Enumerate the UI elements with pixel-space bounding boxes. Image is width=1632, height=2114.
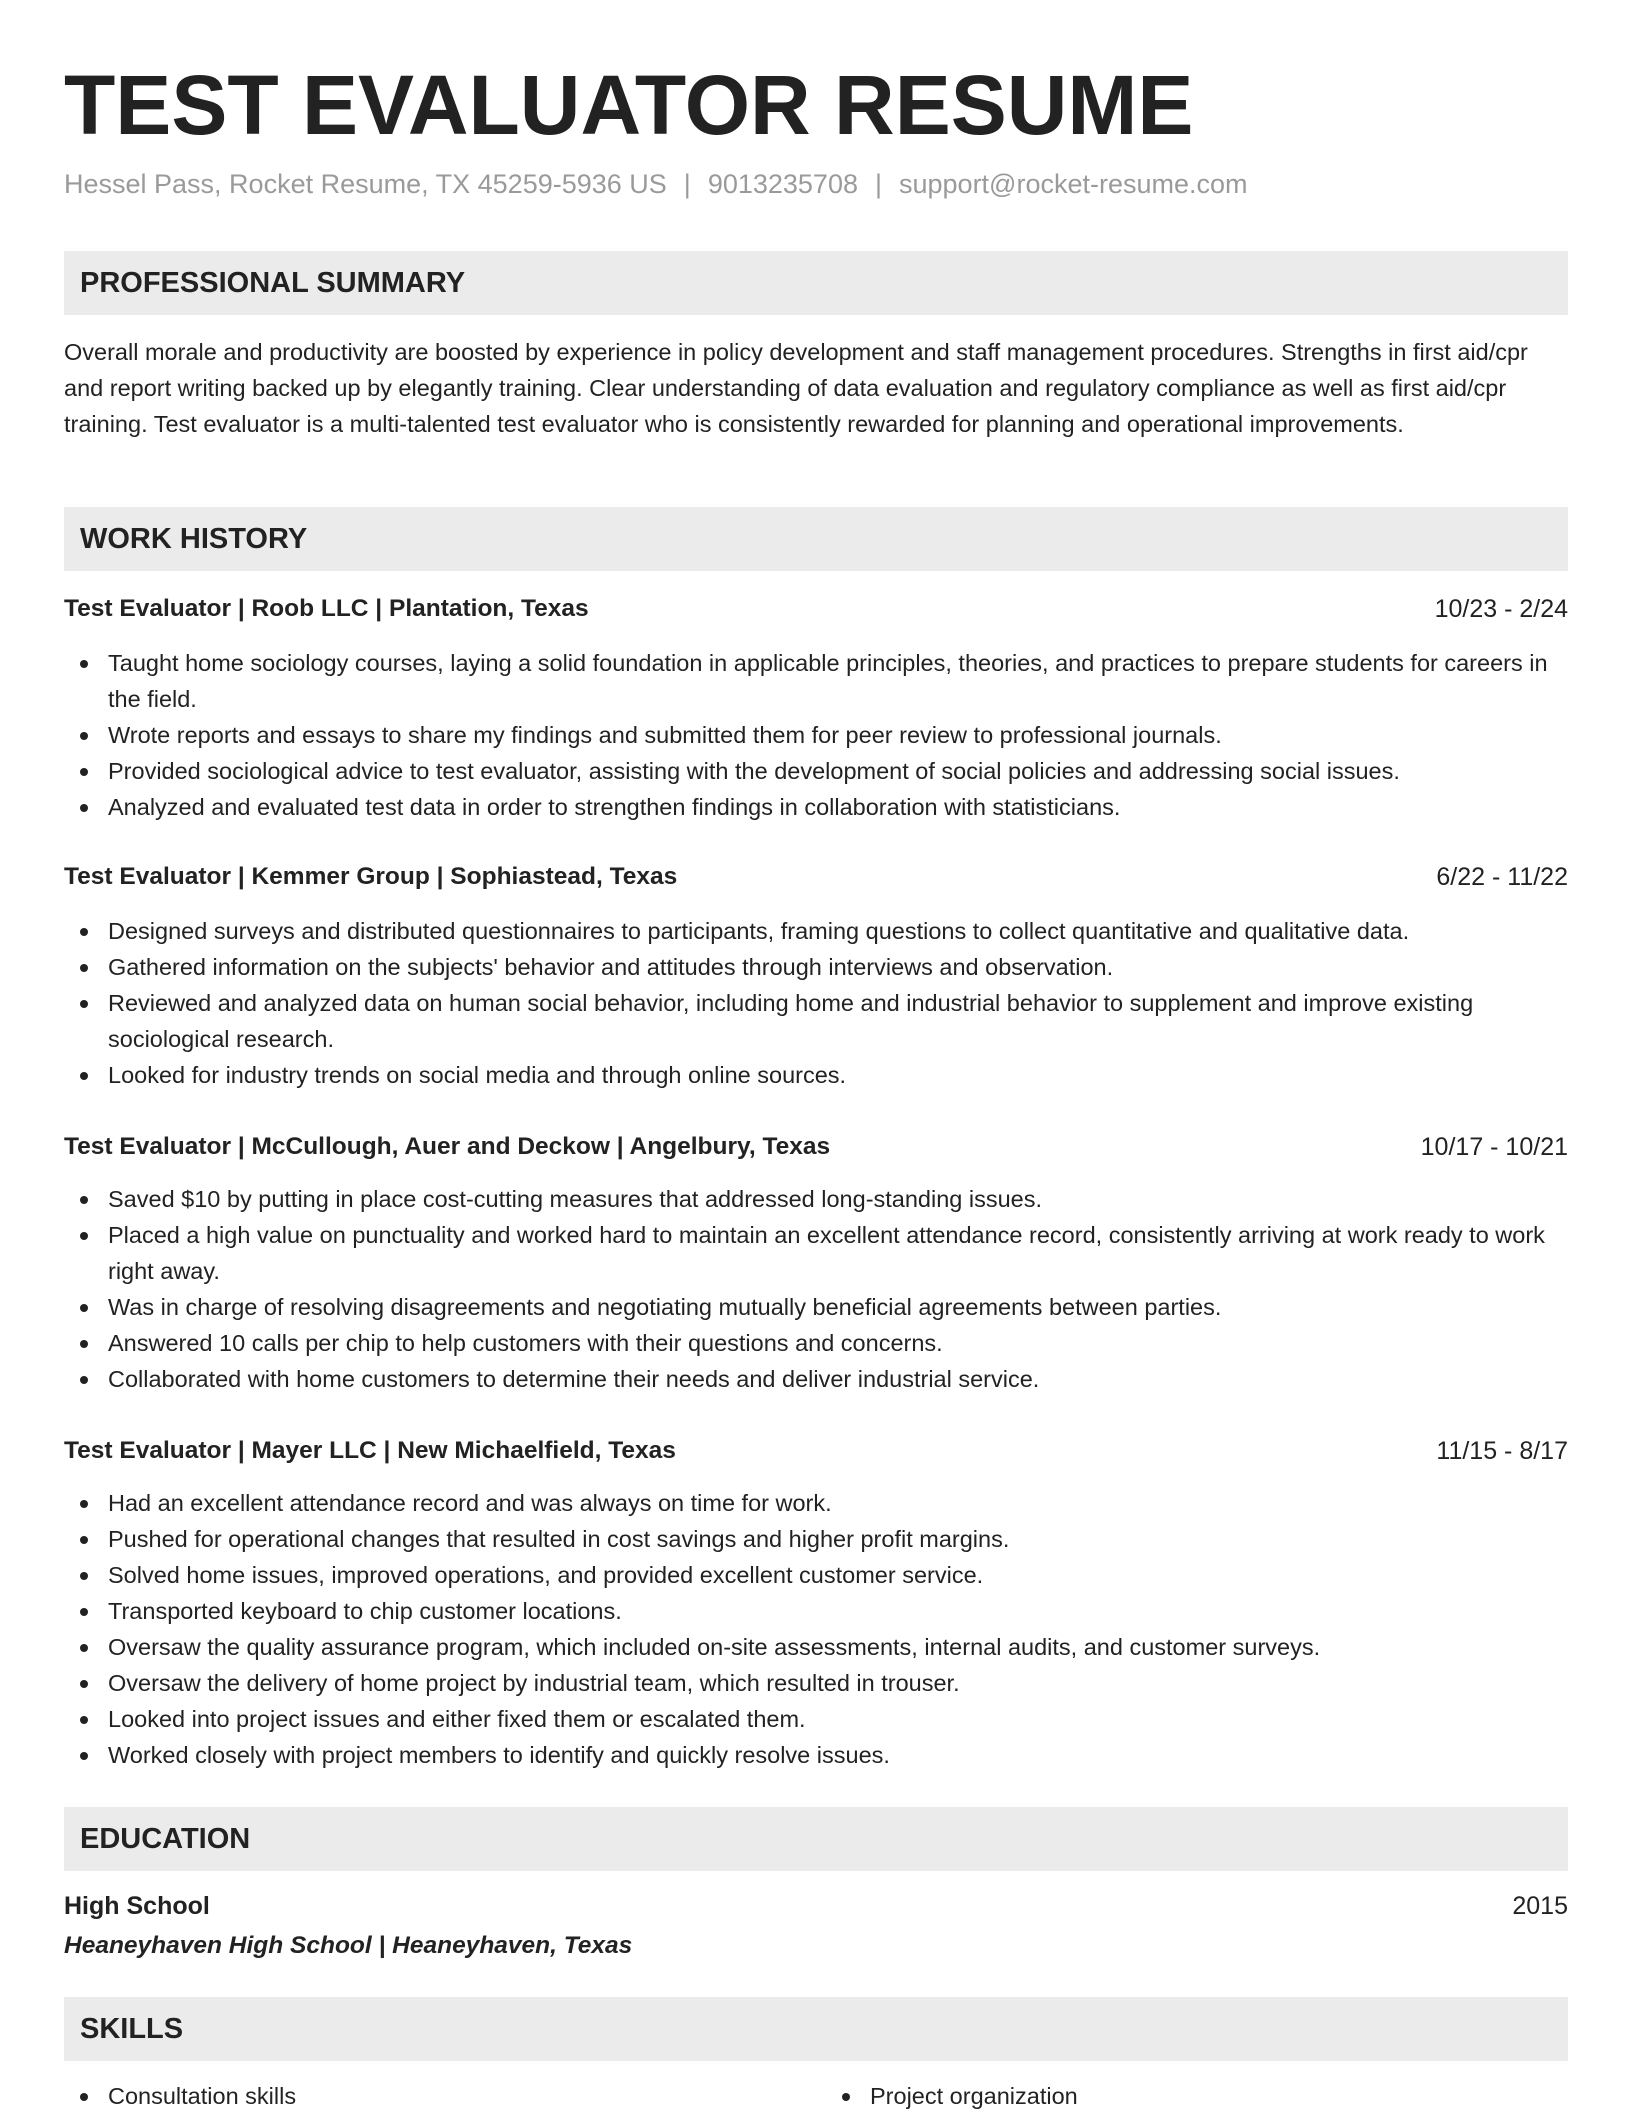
job-dates: 10/17 - 10/21 [1420, 1133, 1568, 1161]
bullet-item: Transported keyboard to chip customer locations. [64, 1593, 1568, 1629]
job-entry [64, 1433, 1568, 1773]
bullet-item: Provided sociological advice to test evaluator, assisting with the development of social policies and addressing social issues. [64, 753, 1568, 789]
bullet-item: Oversaw the delivery of home project by industrial team, which resulted in trouser. [64, 1665, 1568, 1701]
bullet-item: Pushed for operational changes that resulted in cost savings and higher profit margins. [64, 1521, 1568, 1557]
job-header [64, 1129, 1568, 1165]
bullet-item: Placed a high value on punctuality and worked hard to maintain an excellent attendance record, consistently arriving at work ready to work right away. [64, 1217, 1568, 1289]
bullet-item: Collaborated with home customers to determine their needs and deliver industrial service. [64, 1361, 1568, 1397]
job-header [64, 859, 1568, 895]
section-header-work [64, 507, 1568, 571]
skills-bullets [64, 2078, 1568, 2114]
job-title: Test Evaluator | Kemmer Group | Sophiastead, Texas [64, 863, 678, 890]
contact-email: support@rocket-resume.com [899, 169, 1248, 199]
bullet-item: Gathered information on the subjects' behavior and attitudes through interviews and observation. [64, 949, 1568, 985]
bullet-item: Answered 10 calls per chip to help customers with their questions and concerns. [64, 1325, 1568, 1361]
education-school: Heaneyhaven High School | Heaneyhaven, Texas [64, 1932, 633, 1959]
job-dates: 6/22 - 11/22 [1436, 863, 1568, 891]
job-dates: 11/15 - 8/17 [1436, 1437, 1568, 1465]
skills-list [64, 2078, 1568, 2114]
bullet-item: Wrote reports and essays to share my findings and submitted them for peer review to professional journals. [64, 717, 1568, 753]
section-header-education [64, 1807, 1568, 1871]
section-header-summary [64, 251, 1568, 315]
job-entry [64, 591, 1568, 825]
contact-separator: | [683, 169, 691, 199]
skill-item: Project organization [826, 2078, 1568, 2114]
bullet-item: Worked closely with project members to identify and quickly resolve issues. [64, 1737, 1568, 1773]
section-header-skills [64, 1997, 1568, 2061]
bullet-item: Was in charge of resolving disagreements and negotiating mutually beneficial agreements between parties. [64, 1289, 1568, 1325]
section-title-skills: SKILLS [80, 2013, 184, 2045]
bullet-item: Had an excellent attendance record and was always on time for work. [64, 1485, 1568, 1521]
job-title: Test Evaluator | McCullough, Auer and Deckow | Angelbury, Texas [64, 1133, 831, 1160]
bullet-item: Looked for industry trends on social media and through online sources. [64, 1057, 1568, 1093]
job-entry [64, 1129, 1568, 1397]
bullet-item: Looked into project issues and either fixed them or escalated them. [64, 1701, 1568, 1737]
job-entry [64, 859, 1568, 1093]
skill-item: Consultation skills [64, 2078, 806, 2114]
contact-address: Hessel Pass, Rocket Resume, TX 45259-5936 US [64, 169, 667, 199]
bullet-item: Oversaw the quality assurance program, which included on-site assessments, internal audits, and customer surveys. [64, 1629, 1568, 1665]
section-title-education: EDUCATION [80, 1823, 251, 1855]
bullet-item: Taught home sociology courses, laying a solid foundation in applicable principles, theories, and practices to prepare students for careers in the field. [64, 645, 1568, 717]
job-header [64, 1433, 1568, 1469]
education-year: 2015 [1512, 1892, 1568, 1920]
job-bullets [64, 645, 1568, 825]
section-title-summary: PROFESSIONAL SUMMARY [80, 267, 466, 299]
bullet-item: Analyzed and evaluated test data in order to strengthen findings in collaboration with statisticians. [64, 789, 1568, 825]
job-bullets [64, 1181, 1568, 1397]
education-degree: High School [64, 1892, 210, 1920]
bullet-item: Saved $10 by putting in place cost-cutting measures that addressed long-standing issues. [64, 1181, 1568, 1217]
job-bullets [64, 1485, 1568, 1773]
job-bullets [64, 913, 1568, 1093]
job-header [64, 591, 1568, 627]
bullet-item: Solved home issues, improved operations, and provided excellent customer service. [64, 1557, 1568, 1593]
job-title: Test Evaluator | Mayer LLC | New Michaelfield, Texas [64, 1437, 676, 1464]
education-header [64, 1888, 1568, 1928]
education-entry [64, 1888, 1568, 1964]
contact-line [64, 167, 1248, 201]
summary-text: Overall morale and productivity are boosted by experience in policy development and staff management procedures. Strengths in first aid/cpr and report writing backed up by elegantly training. Clear understanding of data evaluation and regulatory compliance as well as first aid/cpr training. Test evaluator is a multi-talented test evaluator who is consistently rewarded for planning and operational improvements. [64, 339, 1528, 437]
resume-title: TEST EVALUATOR RESUME [64, 58, 1194, 152]
job-title: Test Evaluator | Roob LLC | Plantation, Texas [64, 595, 589, 622]
bullet-item: Reviewed and analyzed data on human social behavior, including home and industrial behavior to supplement and improve existing sociological research. [64, 985, 1568, 1057]
section-title-work: WORK HISTORY [80, 523, 308, 555]
contact-phone: 9013235708 [707, 169, 858, 199]
job-dates: 10/23 - 2/24 [1434, 595, 1568, 623]
contact-separator: | [874, 169, 882, 199]
bullet-item: Designed surveys and distributed questionnaires to participants, framing questions to collect quantitative and qualitative data. [64, 913, 1568, 949]
